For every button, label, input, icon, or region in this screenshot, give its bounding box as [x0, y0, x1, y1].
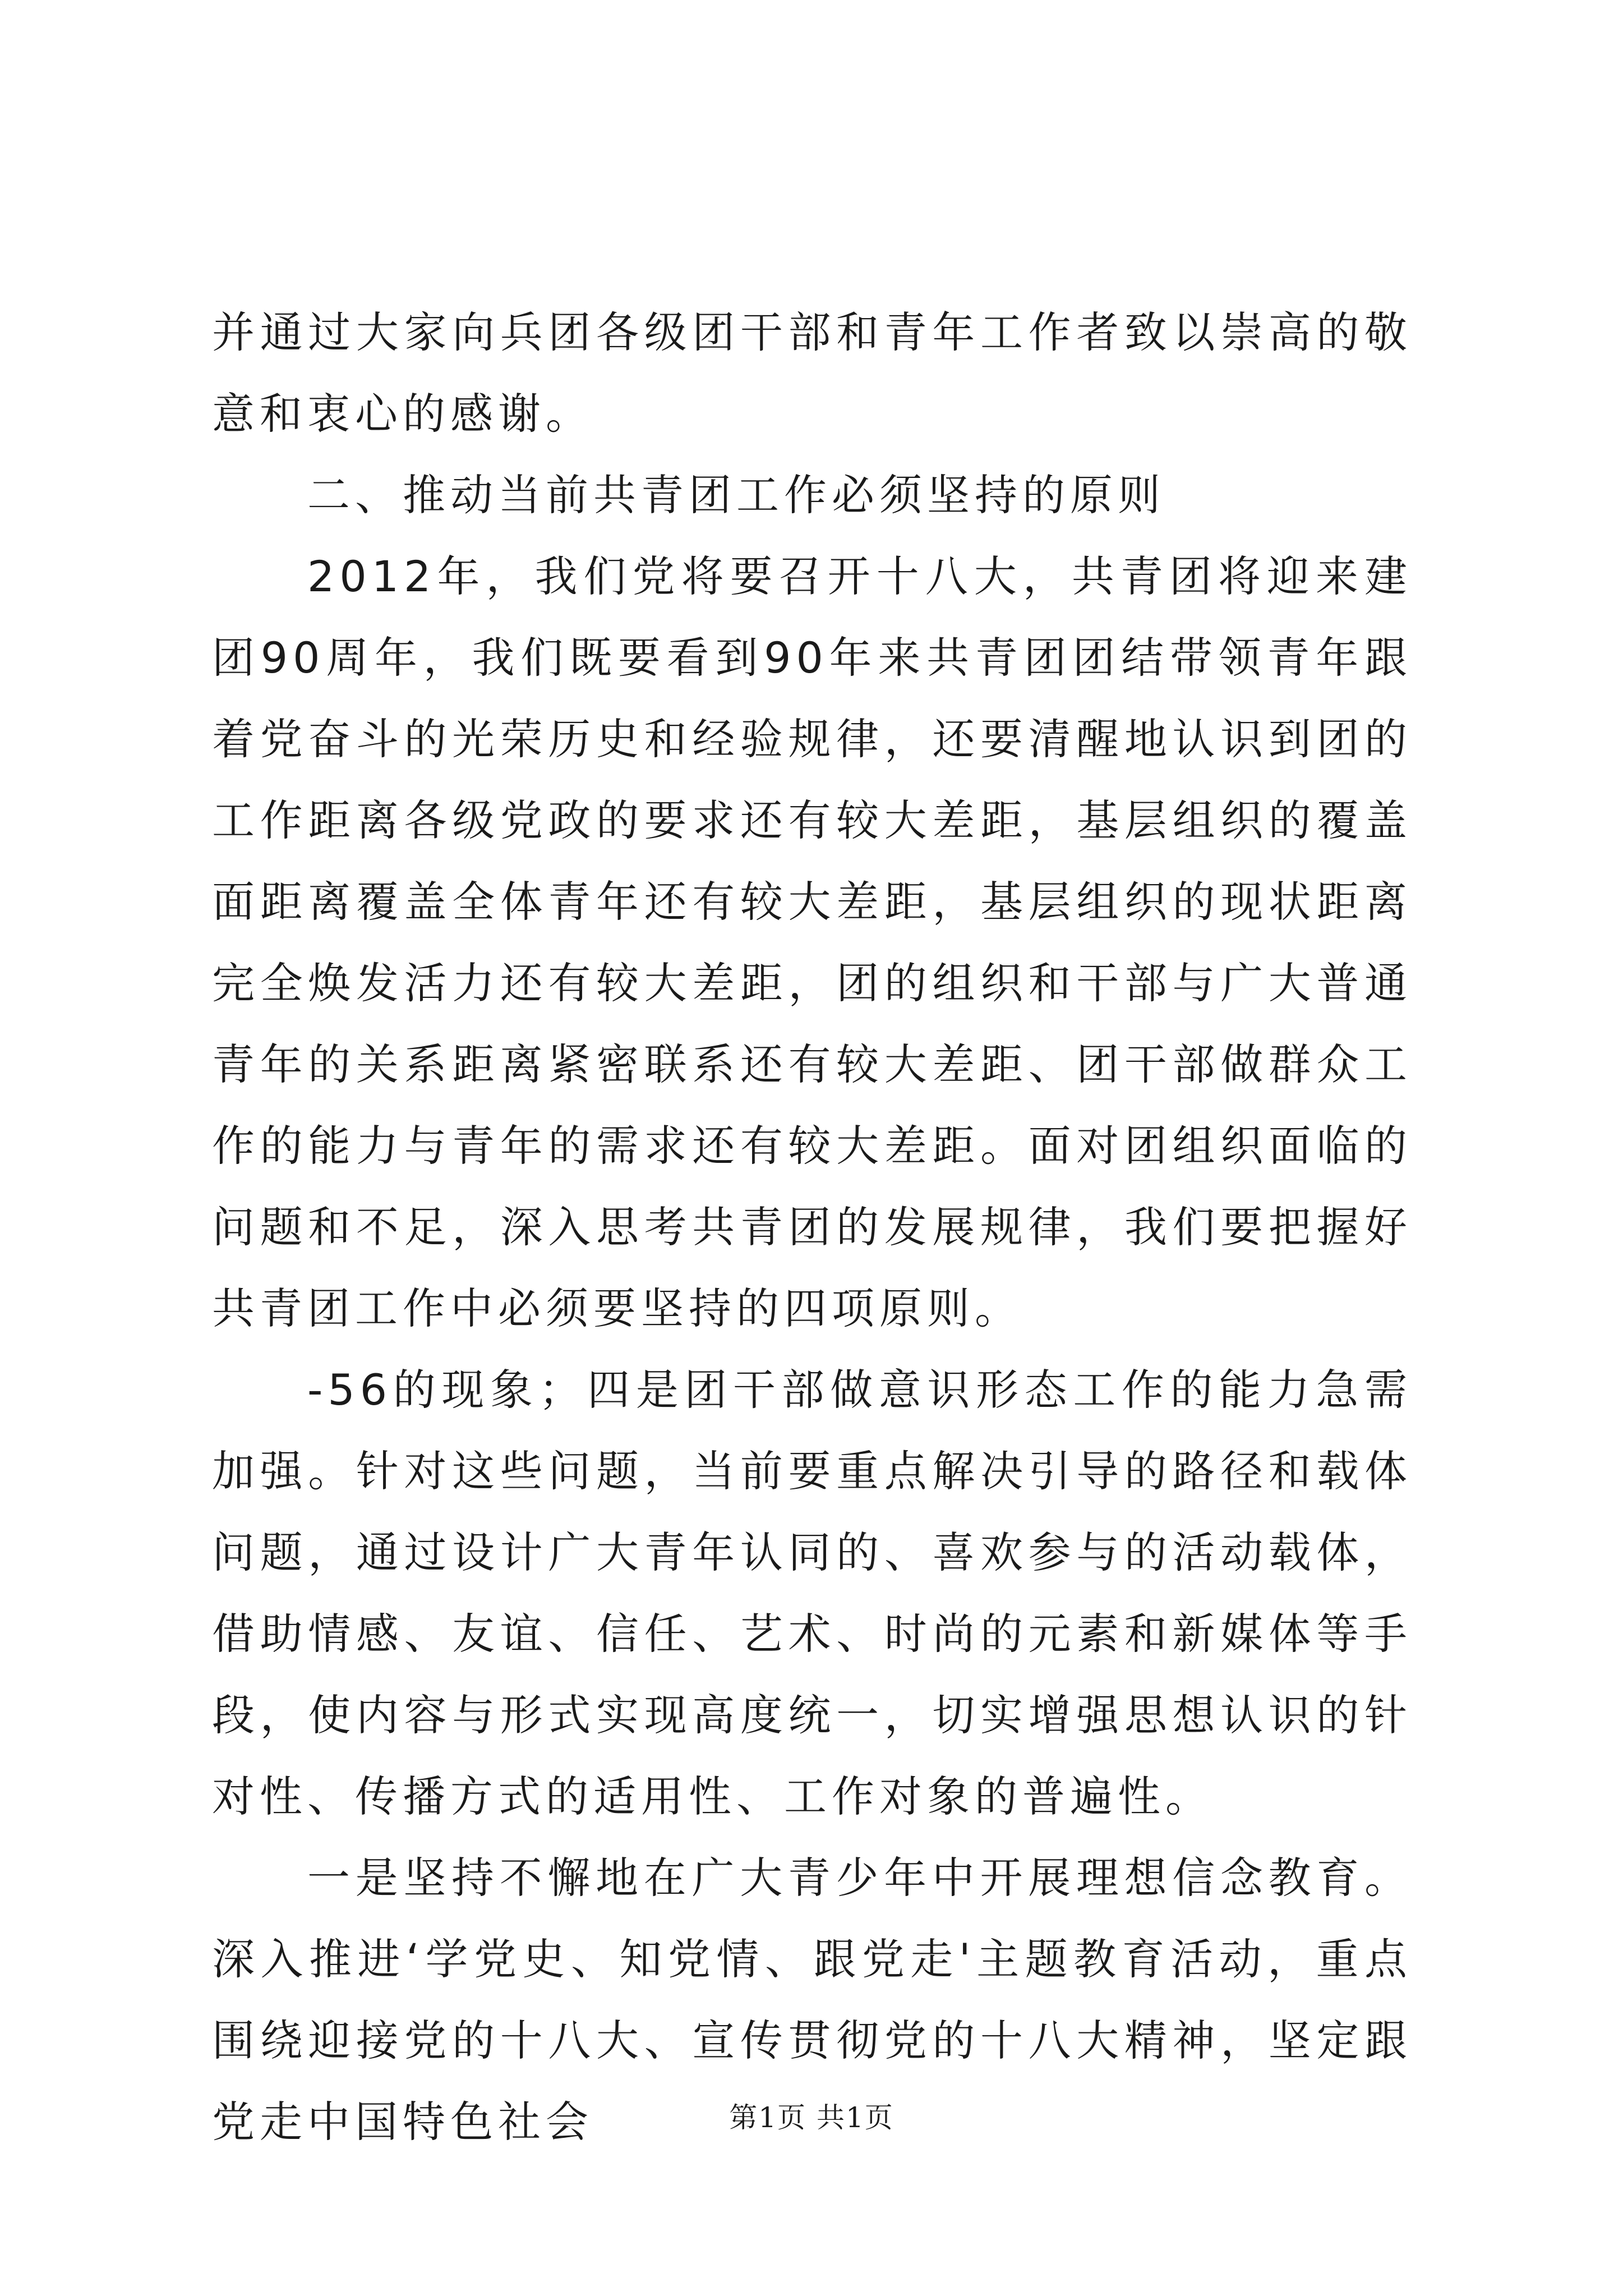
paragraph: 一是坚持不懈地在广大青少年中开展理想信念教育。深入推进‘学党史、知党情、跟党走'主题教育活动，重点围绕迎接党的十八大、宣传贯彻党的十八大精神，坚定跟党走中国特色社会 — [212, 1853, 1412, 2147]
paragraph: 2012年，我们党将要召开十八大，共青团将迎来建团90周年，我们既要看到90年来共青团团结带领青年跟着党奋斗的光荣历史和经验规律，还要清醒地认识到团的工作距离各级党政的要求还有较大差距，基层组织的覆盖面距离覆盖全体青年还有较大差距，基层组织的现状距离完全焕发活力还有较大差距，团的组织和干部与广大普通青年的关系距离紧密联系还有较大差距、团干部做群众工作的能力与青年的需求还有较大差距。面对团组织面临的问题和不足，深入思考共青团的发展规律，我们要把握好共青团工作中必须要坚持的四项原则。 — [212, 551, 1412, 1333]
paragraph-continuation: 并通过大家向兵团各级团干部和青年工作者致以崇高的敬意和衷心的感谢。 — [212, 307, 1412, 439]
section-heading: 二、推动当前共青团工作必须坚持的原则 — [307, 470, 1165, 520]
document-body — [212, 292, 1412, 2162]
paragraph: -56的现象；四是团干部做意识形态工作的能力急需加强。针对这些问题，当前要重点解决引导的路径和载体问题，通过设计广大青年认同的、喜欢参与的活动载体，借助情感、友谊、信任、艺术、时尚的元素和新媒体等手段，使内容与形式实现高度统一，切实增强思想认识的针对性、传播方式的适用性、工作对象的普遍性。 — [212, 1365, 1412, 1821]
page-number-footer: 第1页 共1页 — [729, 2101, 894, 2134]
